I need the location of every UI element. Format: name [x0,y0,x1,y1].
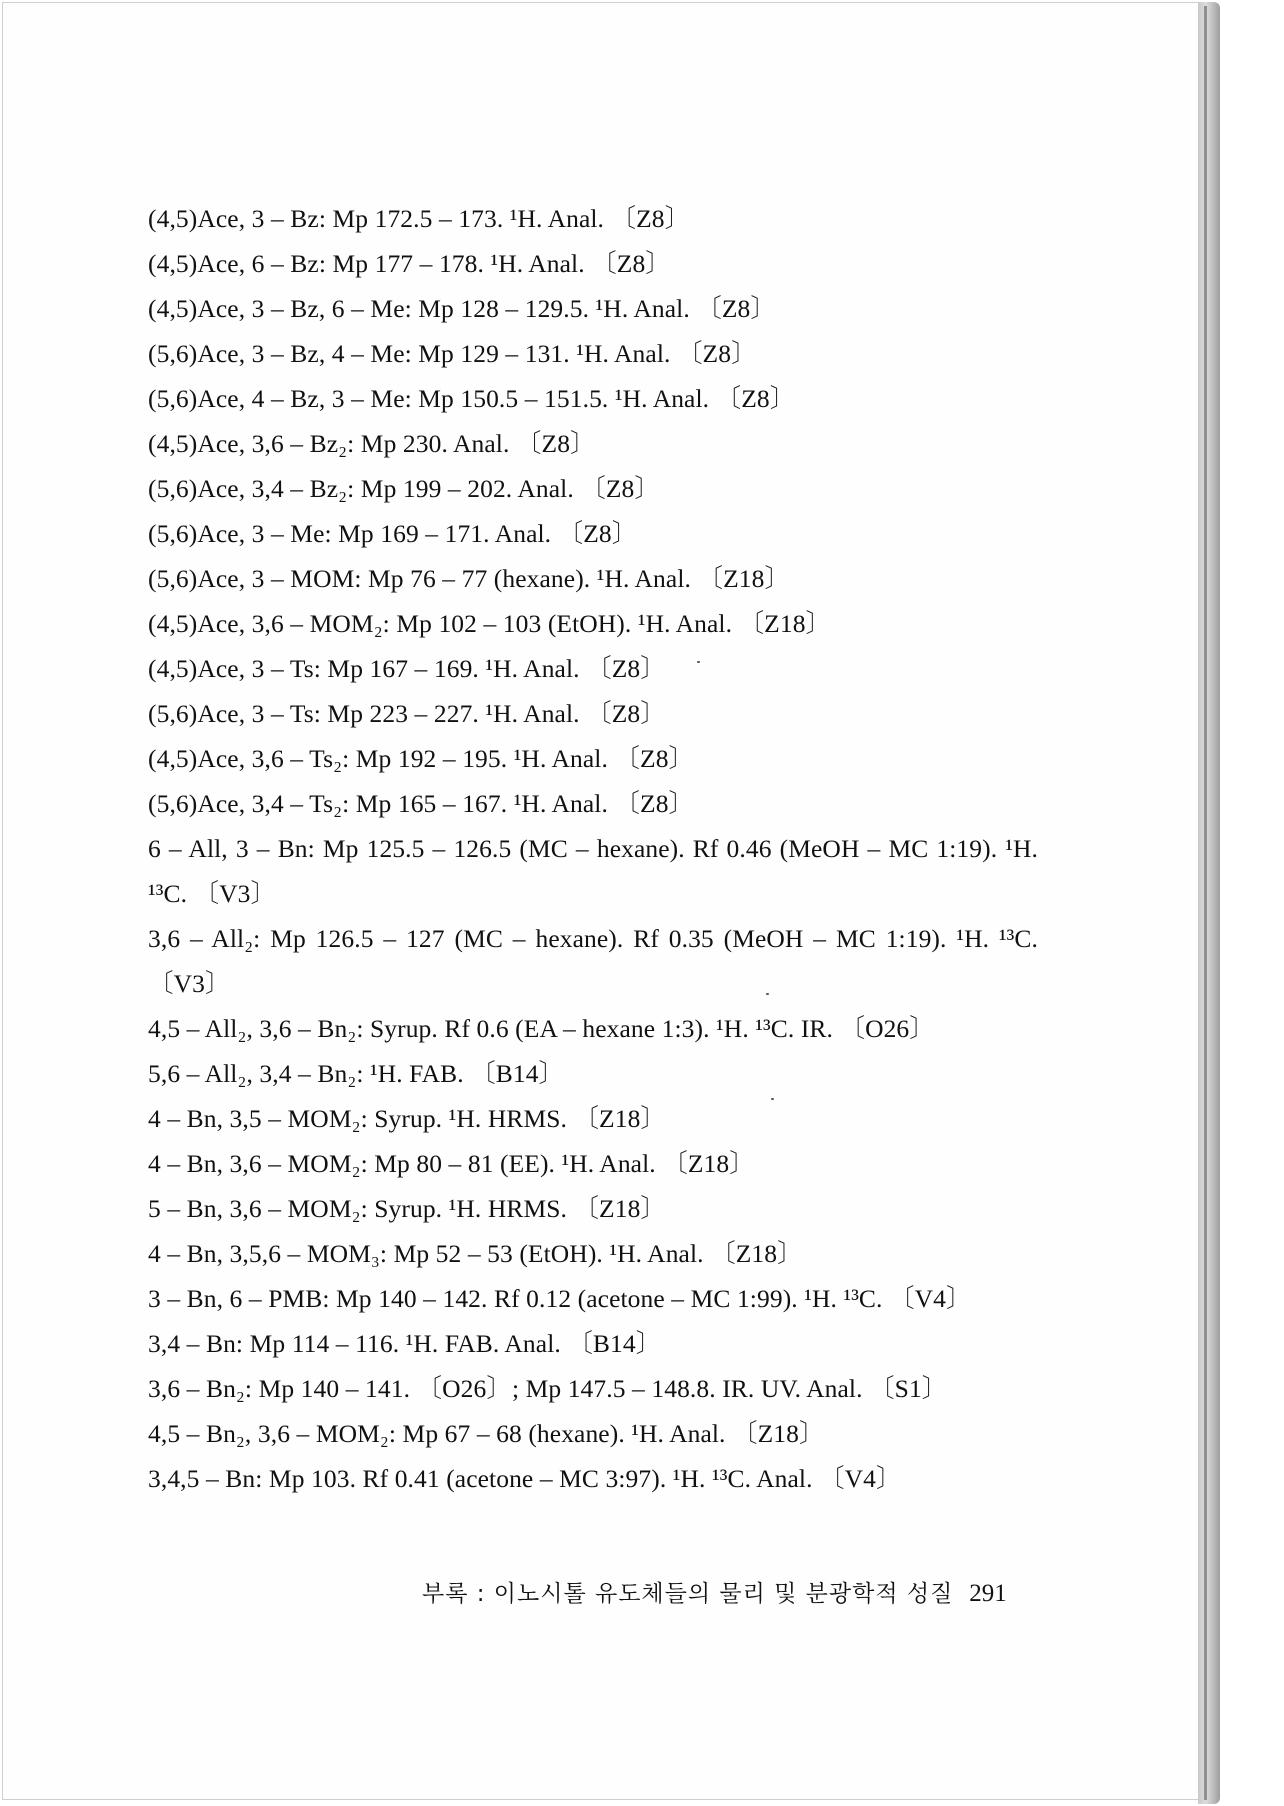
page-edge-line [1204,6,1207,1800]
page-number: 291 [969,1580,1007,1607]
page-edge-shadow [1198,2,1220,1804]
list-item: (5,6)Ace, 3,4 – Bz₂: Mp 199 – 202. Anal. 〔Z8〕 [148,474,660,503]
page-footer [422,1575,1012,1608]
list-item: (4,5)Ace, 3,6 – Ts₂: Mp 192 – 195. ¹H. Anal. 〔Z8〕 [148,744,695,773]
list-item: (4,5)Ace, 3,6 – Bz₂: Mp 230. Anal. 〔Z8〕 [148,429,596,458]
list-item: 5 – Bn, 3,6 – MOM₂: Syrup. ¹H. HRMS. 〔Z18〕 [148,1194,667,1223]
list-item: 4 – Bn, 3,5,6 – MOM₃: Mp 52 – 53 (EtOH). ¹H. Anal. 〔Z18〕 [148,1239,803,1268]
list-item: 4 – Bn, 3,5 – MOM₂: Syrup. ¹H. HRMS. 〔Z18〕 [148,1104,667,1133]
list-item: (5,6)Ace, 3 – MOM: Mp 76 – 77 (hexane). ¹H. Anal. 〔Z18〕 [148,564,791,593]
list-item: (4,5)Ace, 3 – Ts: Mp 167 – 169. ¹H. Anal. 〔Z8〕 [148,654,666,683]
list-item: 4,5 – Bn₂, 3,6 – MOM₂: Mp 67 – 68 (hexane). ¹H. Anal. 〔Z18〕 [148,1419,825,1448]
list-item: (5,6)Ace, 3,4 – Ts₂: Mp 165 – 167. ¹H. Anal. 〔Z8〕 [148,789,695,818]
print-speck [766,993,769,995]
list-item: (5,6)Ace, 3 – Bz, 4 – Me: Mp 129 – 131. ¹H. Anal. 〔Z8〕 [148,339,757,368]
list-item: (4,5)Ace, 3 – Bz, 6 – Me: Mp 128 – 129.5. ¹H. Anal. 〔Z8〕 [148,294,777,323]
list-item: (4,5)Ace, 3 – Bz: Mp 172.5 – 173. ¹H. Anal. 〔Z8〕 [148,204,691,233]
list-item: (5,6)Ace, 3 – Me: Mp 169 – 171. Anal. 〔Z8〕 [148,519,638,548]
running-title: 부록 : 이노시톨 유도체들의 물리 및 분광학적 성질 [422,1581,954,1607]
list-item: 3,4,5 – Bn: Mp 103. Rf 0.41 (acetone – MC 3:97). ¹H. ¹³C. Anal. 〔V4〕 [148,1464,902,1493]
list-item: 4 – Bn, 3,6 – MOM₂: Mp 80 – 81 (EE). ¹H. Anal. 〔Z18〕 [148,1149,755,1178]
list-item: (5,6)Ace, 4 – Bz, 3 – Me: Mp 150.5 – 151.5. ¹H. Anal. 〔Z8〕 [148,384,796,413]
list-item: (4,5)Ace, 3,6 – MOM₂: Mp 102 – 103 (EtOH). ¹H. Anal. 〔Z18〕 [148,609,832,638]
list-item: 3 – Bn, 6 – PMB: Mp 140 – 142. Rf 0.12 (acetone – MC 1:99). ¹H. ¹³C. 〔V4〕 [148,1284,972,1313]
print-speck [697,661,700,663]
list-item: 3,6 – All₂: Mp 126.5 – 127 (MC – hexane). Rf 0.35 (MeOH – MC 1:19). ¹H. ¹³C. 〔V3〕 [148,924,1038,998]
print-speck [771,1098,774,1100]
list-item: (4,5)Ace, 6 – Bz: Mp 177 – 178. ¹H. Anal. 〔Z8〕 [148,249,671,278]
list-item: 3,4 – Bn: Mp 114 – 116. ¹H. FAB. Anal. 〔B14〕 [148,1329,662,1358]
list-item: 6 – All, 3 – Bn: Mp 125.5 – 126.5 (MC – hexane). Rf 0.46 (MeOH – MC 1:19). ¹H. ¹³C. 〔V3〕 [148,834,1038,908]
list-item: 3,6 – Bn₂: Mp 140 – 141. 〔O26〕; Mp 147.5 – 148.8. IR. UV. Anal. 〔S1〕 [148,1374,948,1403]
list-item: 4,5 – All₂, 3,6 – Bn₂: Syrup. Rf 0.6 (EA – hexane 1:3). ¹H. ¹³C. IR. 〔O26〕 [148,1014,935,1043]
list-item: 5,6 – All₂, 3,4 – Bn₂: ¹H. FAB. 〔B14〕 [148,1059,565,1088]
compound-list [148,196,1048,1501]
list-item: (5,6)Ace, 3 – Ts: Mp 223 – 227. ¹H. Anal. 〔Z8〕 [148,699,666,728]
